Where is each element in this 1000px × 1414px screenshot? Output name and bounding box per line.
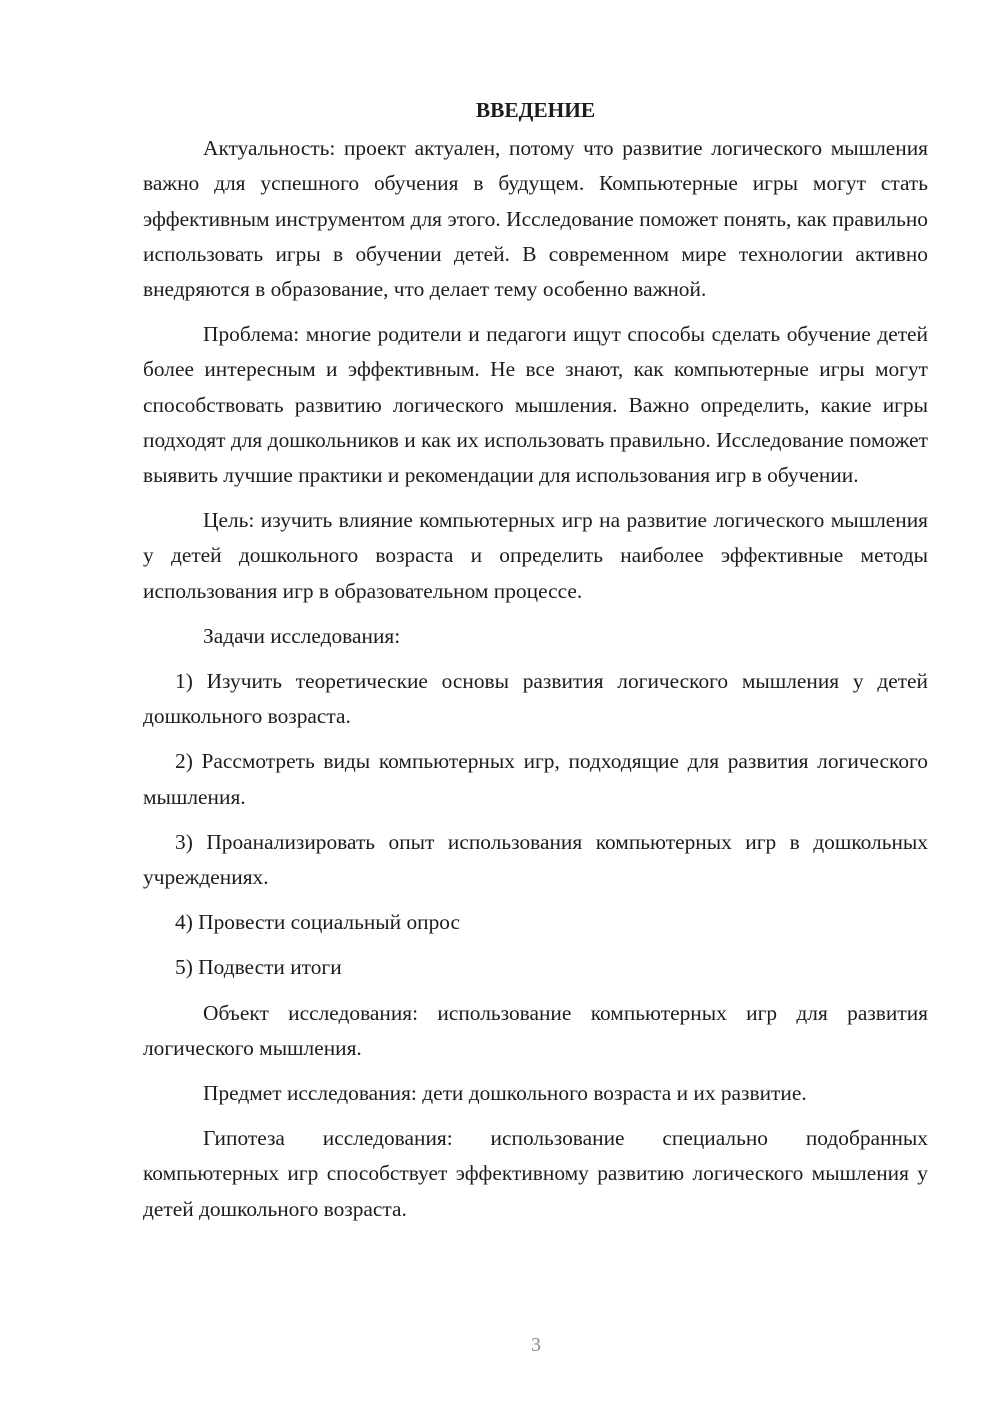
paragraph-relevance: Актуальность: проект актуален, потому что развитие логического мышления важно для успешного обучения в будущем. Компьютерные игры могут стать эффективным инструментом для этого. Исследование поможет понять, как правильно использовать игры в обучении детей. В современном мире технологии активно внедряются в образование, что делает тему особенно важной. [143,136,928,302]
paragraph-goal: Цель: изучить влияние компьютерных игр на развитие логического мышления у детей дошкольного возраста и определить наиболее эффективные методы использования игр в образовательном процессе. [143,508,928,603]
paragraph-object: Объект исследования: использование компьютерных игр для развития логического мышления. [143,1000,928,1060]
paragraph-problem: Проблема: многие родители и педагоги ищут способы сделать обучение детей более интересным и эффективным. Не все знают, как компьютерные игры могут способствовать развитию логического мышления. Важно определить, какие игры подходят для дошкольников и как их использовать правильно. Исследование поможет выявить лучшие практики и рекомендации для использования игр в обучении. [143,322,928,488]
tasks-heading: Задачи исследования: [203,623,401,648]
page-title: ВВЕДЕНИЕ [475,98,596,122]
page-number: 3 [531,1334,541,1356]
page-content [143,93,928,1237]
task-item-1: 1) Изучить теоретические основы развития логического мышления у детей дошкольного возраста. [143,669,928,729]
task-item-2: 2) Рассмотреть виды компьютерных игр, подходящие для развития логического мышления. [143,749,928,809]
task-item-3: 3) Проанализировать опыт использования компьютерных игр в дошкольных учреждениях. [143,829,928,890]
paragraph-hypothesis: Гипотеза исследования: использование специально подобранных компьютерных игр способствует эффективному развитию логического мышления у детей дошкольного возраста. [143,1126,928,1221]
task-item-4: 4) Провести социальный опрос [175,910,461,935]
task-item-5: 5) Подвести итоги [175,955,342,980]
paragraph-subject: Предмет исследования: дети дошкольного возраста и их развитие. [203,1081,807,1106]
